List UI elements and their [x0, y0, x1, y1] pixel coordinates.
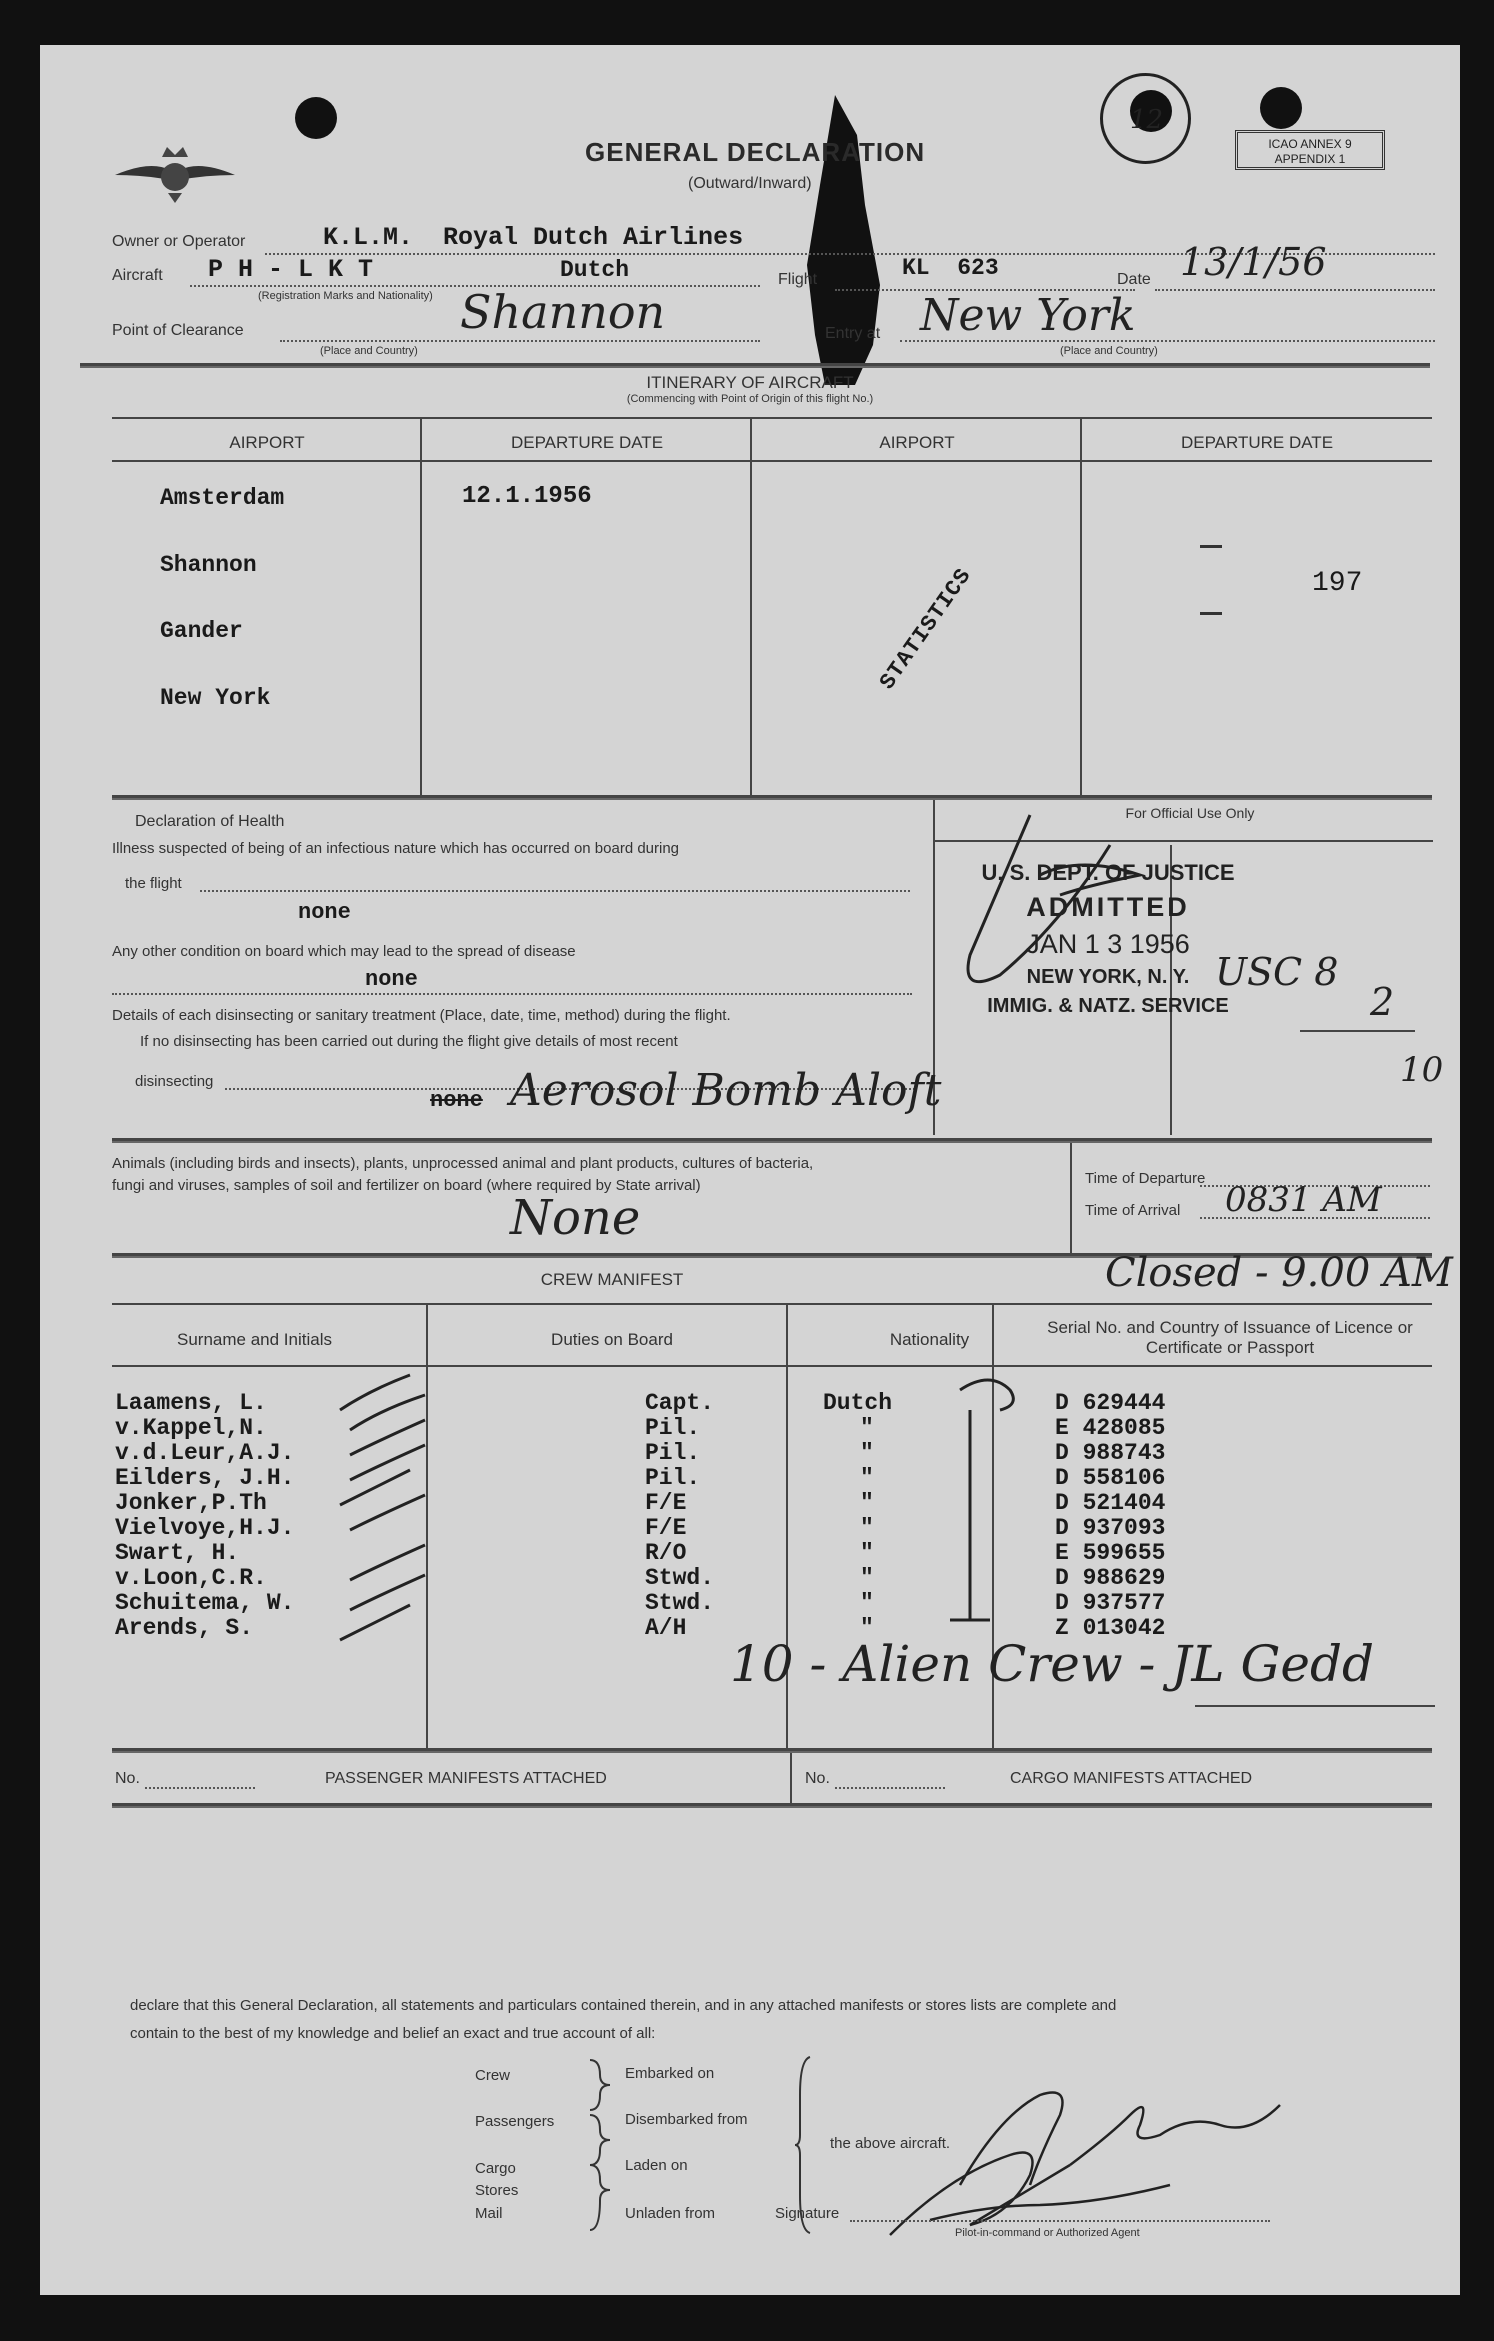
annex-line: ICAO ANNEX 9 [1268, 137, 1352, 151]
time-arrival-value: 0831 AM [1225, 1180, 1382, 1220]
crew-name: v.Kappel,N. [115, 1415, 267, 1441]
crew-name: v.Loon,C.R. [115, 1565, 267, 1591]
health-a3: none [430, 1088, 483, 1113]
rule [112, 1303, 1432, 1305]
klm-crown-wings-icon [110, 135, 240, 205]
itinerary-airport: New York [160, 685, 271, 711]
time-arrival-label: Time of Arrival [1085, 1202, 1181, 1219]
manifest-line [145, 1787, 255, 1789]
crew-licence: D 988629 [1055, 1565, 1166, 1591]
crew-nationality: " [860, 1540, 874, 1566]
decl-left: Stores [475, 2182, 519, 2199]
time-departure-label: Time of Departure [1085, 1170, 1206, 1187]
crew-name: Schuitema, W. [115, 1590, 295, 1616]
rule [112, 1365, 1432, 1367]
clearance-line [280, 340, 760, 342]
stamp-line: U. S. DEPT. OF JUSTICE [981, 860, 1235, 885]
crew-row [40, 1540, 1460, 1564]
annex-box [1235, 130, 1385, 170]
stamp-dashes [1200, 545, 1222, 615]
date-line [1155, 289, 1435, 291]
col-departure-2: DEPARTURE DATE [1180, 433, 1334, 452]
form-subtitle: (Outward/Inward) [688, 175, 812, 192]
decl-left: Cargo [475, 2160, 516, 2177]
answer-line [112, 993, 912, 995]
crew-row [40, 1465, 1460, 1489]
owner-label: Owner or Operator [112, 233, 246, 250]
crew-name: Swart, H. [115, 1540, 240, 1566]
passenger-no-label: No. [115, 1770, 140, 1787]
declaration-text: declare that this General Declaration, all statements and particulars contained therein, and in any attached manifests or stores lists are complete and [130, 1997, 1117, 2014]
answer-line [200, 890, 910, 892]
stamp-line: NEW YORK, N. Y. [1026, 966, 1190, 988]
clearance-label: Point of Clearance [112, 322, 244, 339]
crew-nationality: " [860, 1465, 874, 1491]
health-q2: Any other condition on board which may lead to the spread of disease [112, 943, 576, 960]
health-q3: Details of each disinsecting or sanitary treatment (Place, date, time, method) during the flight. [112, 1007, 731, 1024]
crew-name: Eilders, J.H. [115, 1465, 295, 1491]
divider [112, 795, 1432, 800]
manifest-line [835, 1787, 945, 1789]
crew-nationality: " [860, 1515, 874, 1541]
crew-name: Jonker,P.Th [115, 1490, 267, 1516]
crew-nationality: " [860, 1440, 874, 1466]
note-rule [1300, 1030, 1415, 1032]
decl-mid: Laden on [625, 2157, 688, 2174]
crew-licence: D 629444 [1055, 1390, 1166, 1416]
col-licence: Serial No. and Country of Issuance of Licence or Certificate or Passport [1047, 1318, 1413, 1357]
stamp-line: IMMIG. & NATZ. SERVICE [987, 995, 1229, 1017]
crew-duty: F/E [645, 1515, 687, 1541]
flight-value: KL 623 [902, 255, 999, 281]
crew-licence: E 599655 [1055, 1540, 1166, 1566]
crew-closed-note: Closed - 9.00 AM [1105, 1250, 1453, 1296]
clearance-sub: (Place and Country) [320, 345, 418, 357]
clearance-value: Shannon [460, 285, 666, 339]
arrival-label: Entry at [825, 325, 881, 342]
pilot-signature [870, 2055, 1330, 2255]
crew-licence: E 428085 [1055, 1415, 1166, 1441]
decl-left: Passengers [475, 2113, 555, 2130]
divider [112, 1803, 1432, 1808]
itinerary-airport: Amsterdam [160, 485, 285, 511]
crew-duty: Pil. [645, 1465, 701, 1491]
punch-hole [1260, 87, 1302, 129]
crew-name: v.d.Leur,A.J. [115, 1440, 295, 1466]
animals-text: fungi and viruses, samples of soil and fertilizer on board (where required by State arrival) [112, 1177, 701, 1194]
crew-licence: D 988743 [1055, 1440, 1166, 1466]
crew-duty: F/E [645, 1490, 687, 1516]
decl-left: Crew [475, 2067, 511, 2084]
crew-duty: Pil. [645, 1440, 701, 1466]
declaration-form [40, 45, 1460, 2295]
crew-nationality: Dutch [823, 1390, 893, 1416]
col-rule [1070, 1143, 1072, 1253]
health-a1: none [298, 900, 351, 925]
stamp-line: ADMITTED [1026, 892, 1190, 922]
col-departure: DEPARTURE DATE [510, 433, 664, 452]
arrival-sub: (Place and Country) [1060, 345, 1158, 357]
crew-duty: A/H [645, 1615, 687, 1641]
crew-row [40, 1565, 1460, 1589]
itinerary-airport: Shannon [160, 552, 257, 578]
decl-right: the above aircraft. [830, 2135, 951, 2152]
crew-duty: R/O [645, 1540, 687, 1566]
crew-row [40, 1415, 1460, 1439]
crew-row [40, 1390, 1460, 1414]
divider [112, 1138, 1432, 1143]
crew-nationality: " [860, 1565, 874, 1591]
health-a2: none [365, 967, 418, 992]
crew-nationality: " [860, 1590, 874, 1616]
cargo-manifests: CARGO MANIFESTS ATTACHED [1010, 1770, 1253, 1787]
crew-name: Vielvoye,H.J. [115, 1515, 295, 1541]
crew-total-note: 10 - Alien Crew - JL Gedd [730, 1635, 1374, 1693]
crew-name: Arends, S. [115, 1615, 254, 1641]
health-q3c: disinsecting [135, 1073, 214, 1090]
official-signature [910, 805, 1170, 1025]
signature-line [850, 2220, 1270, 2222]
statistics-stamp: STATISTICS [875, 563, 977, 695]
aircraft-reg: P H - L K T [208, 255, 374, 284]
health-a3-handwritten: Aerosol Bomb Aloft [510, 1065, 942, 1116]
col-duties: Duties on Board [551, 1330, 673, 1349]
itinerary-airport: Gander [160, 618, 243, 644]
animals-answer: None [510, 1190, 641, 1246]
itinerary-title: ITINERARY OF AIRCRAFT [646, 373, 854, 392]
official-note: 10 [1400, 1050, 1444, 1090]
col-nationality: Nationality [889, 1330, 970, 1349]
punch-hole [295, 97, 337, 139]
date-value: 13/1/56 [1180, 240, 1327, 284]
decl-mid: Unladen from [625, 2205, 716, 2222]
crew-licence: Z 013042 [1055, 1615, 1166, 1641]
page-mark: 12 [1130, 105, 1164, 135]
aircraft-label: Aircraft [112, 267, 163, 284]
date-label: Date [1117, 271, 1151, 288]
official-note: 2 [1370, 980, 1395, 1024]
rule [112, 460, 1432, 462]
crew-duty: Stwd. [645, 1590, 715, 1616]
crew-licence: D 558106 [1055, 1465, 1166, 1491]
col-airport-2: AIRPORT [879, 433, 955, 452]
decl-left: Mail [475, 2205, 503, 2222]
crew-row [40, 1590, 1460, 1614]
arrival-value: New York [920, 290, 1136, 341]
col-rule [1080, 417, 1082, 795]
decl-mid: Embarked on [625, 2065, 715, 2082]
check-marks [330, 1370, 440, 1660]
crew-nationality: " [860, 1490, 874, 1516]
col-airport: AIRPORT [229, 433, 305, 452]
crew-row [40, 1440, 1460, 1464]
official-label: For Official Use Only [1125, 805, 1255, 821]
col-rule [790, 1753, 792, 1803]
col-rule [750, 417, 752, 795]
crew-row [40, 1490, 1460, 1514]
signature-label: Signature [775, 2205, 840, 2222]
crew-nationality: " [860, 1615, 874, 1641]
decl-mid: Disembarked from [625, 2111, 748, 2128]
form-title: GENERAL DECLARATION [585, 137, 926, 167]
crew-row [40, 1515, 1460, 1539]
crew-name: Laamens, L. [115, 1390, 267, 1416]
aircraft-sub: (Registration Marks and Nationality) [258, 290, 433, 302]
stamp-line: JAN 1 3 1956 [1026, 929, 1190, 959]
health-q1b: the flight [125, 875, 182, 892]
health-q3b: If no disinsecting has been carried out during the flight give details of most recent [140, 1033, 678, 1050]
annex-line: APPENDIX 1 [1274, 152, 1346, 166]
crew-nationality: " [860, 1415, 874, 1441]
brackets [585, 2055, 615, 2235]
divider [112, 1748, 1432, 1753]
declaration-text: contain to the best of my knowledge and belief an exact and true account of all: [130, 2025, 656, 2042]
owner-value: K.L.M. Royal Dutch Airlines [323, 223, 744, 252]
stamp-number: 197 [1312, 568, 1363, 599]
aircraft-nationality: Dutch [560, 257, 630, 283]
cargo-no-label: No. [805, 1770, 830, 1787]
health-title: Declaration of Health [135, 813, 285, 830]
itinerary-date: 12.1.1956 [462, 483, 592, 510]
crew-duty: Capt. [645, 1390, 715, 1416]
divider [80, 363, 1430, 368]
passenger-manifests: PASSENGER MANIFESTS ATTACHED [325, 1770, 607, 1787]
signature-sub: Pilot-in-command or Authorized Agent [955, 2227, 1140, 2239]
itinerary-subtitle: (Commencing with Point of Origin of this flight No.) [626, 393, 874, 405]
crew-title: CREW MANIFEST [540, 1270, 684, 1289]
official-note: USC 8 [1215, 950, 1339, 994]
col-name: Surname and Initials [177, 1330, 332, 1349]
crew-licence: D 521404 [1055, 1490, 1166, 1516]
health-q1: Illness suspected of being of an infectious nature which has occurred on board during [112, 840, 680, 857]
rule [112, 417, 1432, 419]
crew-duty: Stwd. [645, 1565, 715, 1591]
animals-text: Animals (including birds and insects), plants, unprocessed animal and plant products, cultures of bacteria, [112, 1155, 814, 1172]
crew-licence: D 937093 [1055, 1515, 1166, 1541]
flight-label: Flight [778, 271, 818, 288]
col-rule [420, 417, 422, 795]
crew-duty: Pil. [645, 1415, 701, 1441]
nationality-bracket [930, 1370, 1060, 1630]
note-rule [1195, 1705, 1435, 1707]
crew-licence: D 937577 [1055, 1590, 1166, 1616]
